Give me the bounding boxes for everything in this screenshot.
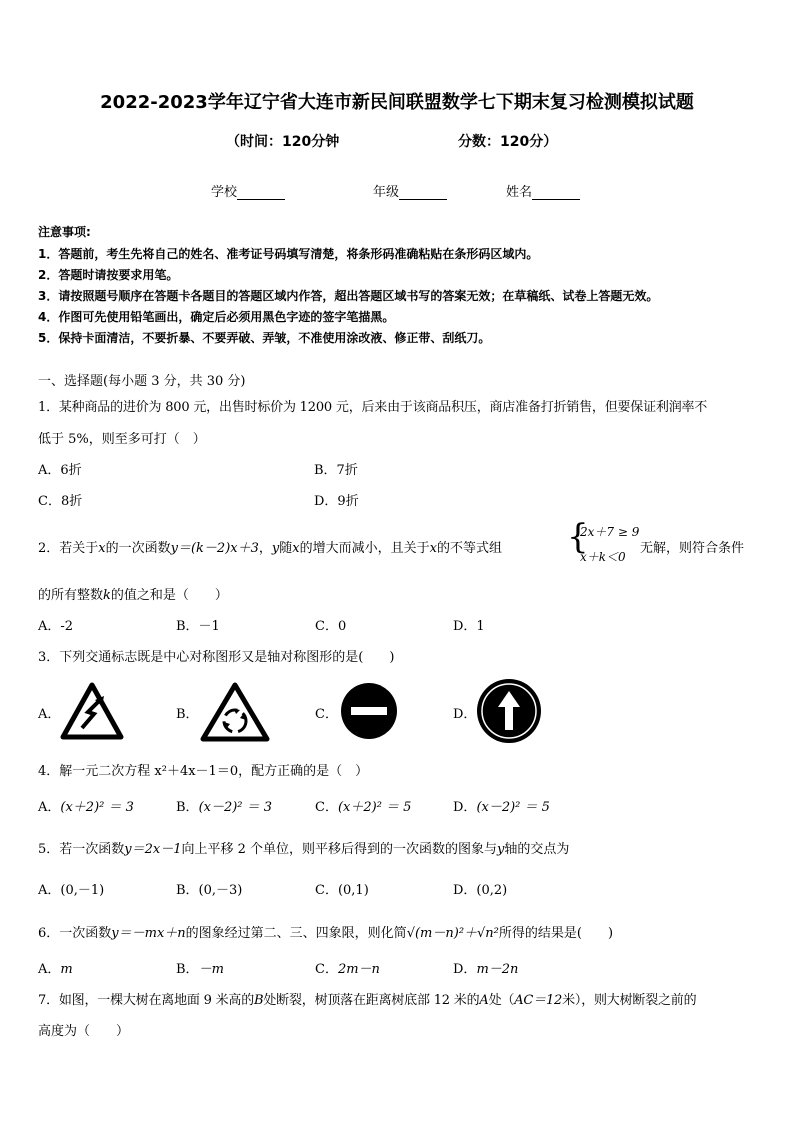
sign-zigzag-triangle-icon — [60, 682, 124, 740]
q3-option-a: A． — [38, 707, 61, 722]
system-brace: { — [567, 517, 589, 557]
q2-option-a: A．-2 — [38, 619, 74, 634]
note-item: 1．答题前，考生先将自己的姓名、准考证号码填写清楚，将条形码准确粘贴在条形码区域内。 — [38, 247, 539, 261]
grade-label: 年级 — [373, 185, 400, 200]
q2-text: 的不等式组 — [436, 541, 502, 556]
q2-text: ， — [258, 541, 272, 556]
note-item: 4．作图可先使用铅笔画出，确定后必须用黑色字迹的签字笔描黑。 — [38, 310, 395, 324]
question-1-line2: 低于 5%，则至多可打（ ） — [38, 432, 206, 447]
q5-option-a: A．(0,－1) — [38, 883, 105, 898]
q1-option-a: A．6折 — [38, 463, 82, 478]
question-2-line2 — [38, 584, 228, 603]
inequality-1: 2x＋7 ≥ 9 — [580, 525, 640, 539]
q2-text: 的值之和是（ ） — [110, 588, 228, 603]
q5-text: 轴的交点为 — [504, 842, 570, 857]
q5-option-c: C．(0,1) — [315, 883, 369, 898]
q3-option-d: D． — [453, 707, 477, 722]
name-blank — [532, 185, 580, 200]
notes-heading: 注意事项: — [38, 225, 91, 239]
grade-blank — [399, 185, 447, 200]
q2-math: k — [103, 588, 111, 603]
q7-math: B — [254, 993, 264, 1008]
q7-text: 处断裂，树顶落在距离树底部 12 米的 — [263, 993, 480, 1008]
note-item: 5．保持卡面清洁，不要折暴、不要弄破、弄皱，不准使用涂改液、修正带、刮纸刀。 — [38, 331, 491, 345]
option-math: (x＋2)² ＝ 3 — [60, 800, 134, 815]
school-field — [211, 181, 285, 200]
q6-text: 所得的结果是( ) — [498, 926, 614, 941]
q2-math: y＝(k－2)x＋3 — [170, 541, 259, 556]
question-3-stem: 3．下列交通标志既是中心对称图形又是轴对称图形的是( ) — [38, 650, 395, 665]
sign-roundabout-triangle-icon — [200, 682, 270, 742]
q7-text: 处（ — [488, 993, 515, 1008]
q1-option-d: D．9折 — [314, 494, 359, 509]
q6-math: √(m－n)²＋√n² — [406, 926, 499, 941]
note-item: 3．请按照题号顺序在答题卡各题目的答题区域内作答，超出答题区域书写的答案无效；在草稿纸、试卷上答题无效。 — [38, 289, 659, 303]
q5-option-d: D．(0,2) — [453, 883, 508, 898]
q6-option-a — [38, 958, 73, 977]
q1-option-b: B．7折 — [314, 463, 358, 478]
section-heading: 一、选择题(每小题 3 分，共 30 分) — [38, 374, 246, 389]
option-math: m — [60, 962, 73, 977]
q5-math: y — [497, 842, 505, 857]
option-math: (x＋2)² ＝ 5 — [337, 800, 412, 815]
note-item: 2．答题时请按要求用笔。 — [38, 268, 179, 282]
option-math: m－2n — [476, 962, 519, 977]
q5-text: 5．若一次函数 — [38, 842, 125, 857]
exam-time: （时间：120分钟 — [226, 134, 340, 150]
question-4-stem: 4．解一元二次方程 x²＋4x－1＝0，配方正确的是（ ） — [38, 764, 369, 779]
option-letter: D． — [453, 962, 477, 977]
q2-math: y — [271, 541, 280, 556]
option-letter: C． — [315, 800, 338, 815]
q4-option-d — [453, 796, 550, 815]
question-5-stem — [38, 838, 569, 857]
school-blank — [237, 185, 285, 200]
q2-text: 的一次函数 — [105, 541, 171, 556]
q2-text: 的所有整数 — [38, 588, 104, 603]
question-7-line2: 高度为（ ） — [38, 1024, 130, 1039]
q2-text: 2．若关于 — [38, 541, 99, 556]
exam-score: 分数：120分） — [458, 134, 558, 150]
name-field — [506, 181, 580, 200]
option-letter: A． — [38, 962, 61, 977]
option-letter: B． — [176, 800, 199, 815]
q3-option-c: C． — [315, 707, 338, 722]
school-label: 学校 — [211, 185, 238, 200]
q2-math: x — [98, 541, 106, 556]
q7-text: 7．如图，一棵大树在离地面 9 米高的 — [38, 993, 255, 1008]
q5-math: y＝2x－1 — [124, 842, 182, 857]
q7-math: A — [479, 993, 489, 1008]
sign-no-entry-icon — [340, 682, 398, 740]
q6-math: y＝－mx＋n — [111, 926, 186, 941]
q6-option-b — [176, 958, 224, 977]
sign-straight-arrow-icon — [476, 678, 542, 744]
q6-option-c — [315, 958, 380, 977]
q2-text: 的增大而减小，且关于 — [299, 541, 430, 556]
q6-text: 6．一次函数 — [38, 926, 112, 941]
q4-option-c — [315, 796, 411, 815]
q2-option-d: D．1 — [453, 619, 485, 634]
question-6-stem — [38, 922, 613, 941]
option-math: －m — [198, 962, 224, 977]
q2-option-b: B．－1 — [176, 619, 220, 634]
page-title: 2022-2023学年辽宁省大连市新民间联盟数学七下期末复习检测模拟试题 — [100, 92, 694, 113]
q6-text: 的图象经过第二、三、四象限，则化简 — [185, 926, 407, 941]
q4-option-a — [38, 796, 134, 815]
q1-option-c: C．8折 — [38, 494, 83, 509]
option-letter: A． — [38, 800, 61, 815]
q4-option-b — [176, 796, 272, 815]
q7-math: AC＝12 — [514, 993, 563, 1008]
q2-text: 随 — [279, 541, 293, 556]
q6-option-d — [453, 958, 518, 977]
q2-math: x — [292, 541, 300, 556]
q7-text: 米），则大树断裂之前的 — [562, 993, 697, 1008]
inequality-2: x＋k＜0 — [580, 550, 626, 564]
question-2-tail: 无解，则符合条件 — [640, 541, 745, 556]
name-label: 姓名 — [506, 185, 533, 200]
option-letter: D． — [453, 800, 477, 815]
q3-option-b: B． — [176, 707, 199, 722]
option-math: (x－2)² ＝ 5 — [476, 800, 550, 815]
q2-math: x — [429, 541, 437, 556]
question-7-line1 — [38, 989, 696, 1008]
option-math: 2m－n — [337, 962, 380, 977]
question-2-line1 — [38, 537, 502, 556]
option-letter: C． — [315, 962, 338, 977]
option-letter: B． — [176, 962, 199, 977]
q5-text: 向上平移 2 个单位，则平移后得到的一次函数的图象与 — [181, 842, 498, 857]
question-1-line1: 1．某种商品的进价为 800 元，出售时标价为 1200 元，后来由于该商品积压，商店准备打折销售，但要保证利润率不 — [38, 400, 708, 415]
q5-option-b: B．(0,－3) — [176, 883, 243, 898]
option-math: (x－2)² ＝ 3 — [198, 800, 273, 815]
grade-field — [373, 181, 447, 200]
q2-option-c: C．0 — [315, 619, 347, 634]
